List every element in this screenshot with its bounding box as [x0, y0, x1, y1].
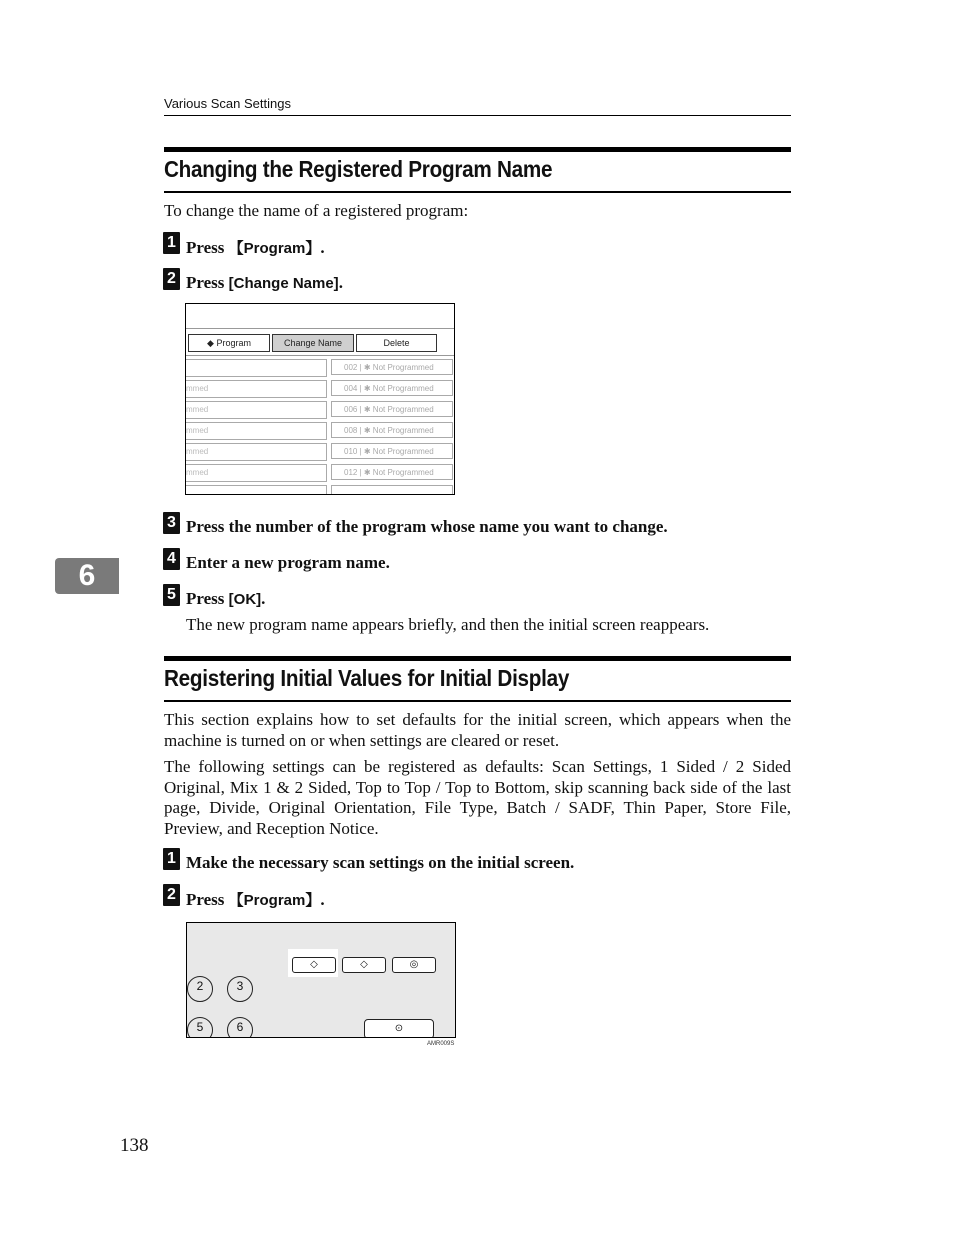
step-number: 1 — [163, 848, 180, 870]
program-slot-right[interactable]: 008 | ✱ Not Programmed — [331, 422, 453, 438]
paragraph: The following settings can be registered as defaults: Scan Settings, 1 Sided / 2 Sided Original, Mix 1 & 2 Sided, Top to Top / Top to Bottom, skip scanning back side of the last page, Divide, Original Orientation, File Type, Batch / SADF, Thin Paper, Store File, Preview, and Reception Notice. — [164, 757, 791, 838]
step-number: 4 — [163, 548, 180, 570]
step-text: Enter a new program name. — [186, 553, 390, 572]
program-slot-right[interactable]: 004 | ✱ Not Programmed — [331, 380, 453, 396]
delete-button[interactable]: Delete — [356, 334, 437, 352]
key-label: 【Program】 — [228, 240, 321, 257]
number-key-3[interactable]: 3 — [227, 976, 253, 1002]
program-slot-left[interactable] — [186, 485, 327, 495]
header-rule — [164, 115, 791, 116]
step-prefix: Press — [186, 273, 229, 292]
program-slot-left[interactable]: mmed — [186, 443, 327, 461]
number-key-5[interactable]: 5 — [187, 1017, 213, 1038]
step-suffix: . — [338, 273, 343, 292]
program-slot-left[interactable] — [186, 359, 327, 377]
step-number: 1 — [163, 232, 180, 254]
divider — [186, 355, 454, 356]
program-slot-left[interactable]: mmed — [186, 464, 327, 482]
control-panel-screenshot — [186, 922, 456, 1038]
step-prefix: Press — [186, 238, 229, 257]
step-suffix: . — [320, 238, 325, 257]
program-slot-right[interactable] — [331, 485, 453, 495]
stop-key[interactable]: ⊙ — [364, 1019, 434, 1038]
step-text — [186, 237, 325, 258]
key-label: 【Program】 — [228, 892, 321, 909]
clear-modes-key[interactable]: ◇ — [342, 957, 386, 973]
intro-text: To change the name of a registered program: — [164, 201, 469, 220]
number-key-6[interactable]: 6 — [227, 1017, 253, 1038]
step-number: 5 — [163, 584, 180, 606]
step-prefix: Press — [186, 890, 229, 909]
chapter-tab: 6 — [55, 558, 119, 594]
section-rule — [164, 700, 791, 702]
program-slot-right[interactable]: 002 | ✱ Not Programmed — [331, 359, 453, 375]
program-slot-left[interactable]: mmed — [186, 422, 327, 440]
program-slot-left[interactable]: mmed — [186, 380, 327, 398]
step-note: The new program name appears briefly, and then the initial screen reappears. — [186, 615, 710, 634]
program-key[interactable]: ◇ — [292, 957, 336, 973]
divider — [186, 328, 454, 329]
figure-code: AMR009S — [427, 1041, 455, 1047]
program-slot-right[interactable]: 012 | ✱ Not Programmed — [331, 464, 453, 480]
step-suffix: . — [320, 890, 325, 909]
program-screen-screenshot — [185, 303, 455, 495]
energy-saver-key[interactable]: ◎ — [392, 957, 436, 973]
step-number: 2 — [163, 268, 180, 290]
paragraph: This section explains how to set defaults for the initial screen, which appears when the machine is turned on or when settings are cleared or reset. — [164, 710, 791, 750]
step-number: 2 — [163, 884, 180, 906]
step-suffix: . — [261, 589, 266, 608]
key-label: [Change Name] — [228, 275, 339, 292]
step-number: 3 — [163, 512, 180, 534]
step-text — [186, 273, 343, 293]
step-text — [186, 589, 265, 609]
step-text — [186, 889, 325, 910]
running-head: Various Scan Settings — [164, 96, 291, 111]
section-bar — [164, 147, 791, 152]
step-prefix: Press — [186, 589, 229, 608]
section-rule — [164, 191, 791, 193]
page-number: 138 — [120, 1135, 149, 1156]
number-key-2[interactable]: 2 — [187, 976, 213, 1002]
change-name-button[interactable]: Change Name — [272, 334, 354, 352]
program-slot-left[interactable]: mmed — [186, 401, 327, 419]
section-bar — [164, 656, 791, 661]
key-label: [OK] — [228, 591, 262, 608]
step-text: Make the necessary scan settings on the initial screen. — [186, 853, 575, 872]
program-slot-right[interactable]: 006 | ✱ Not Programmed — [331, 401, 453, 417]
program-button[interactable]: ◆ Program — [188, 334, 270, 352]
section-title: Changing the Registered Program Name — [164, 156, 553, 182]
program-slot-right[interactable]: 010 | ✱ Not Programmed — [331, 443, 453, 459]
step-text: Press the number of the program whose name you want to change. — [186, 517, 668, 536]
section-title: Registering Initial Values for Initial Display — [164, 665, 570, 691]
